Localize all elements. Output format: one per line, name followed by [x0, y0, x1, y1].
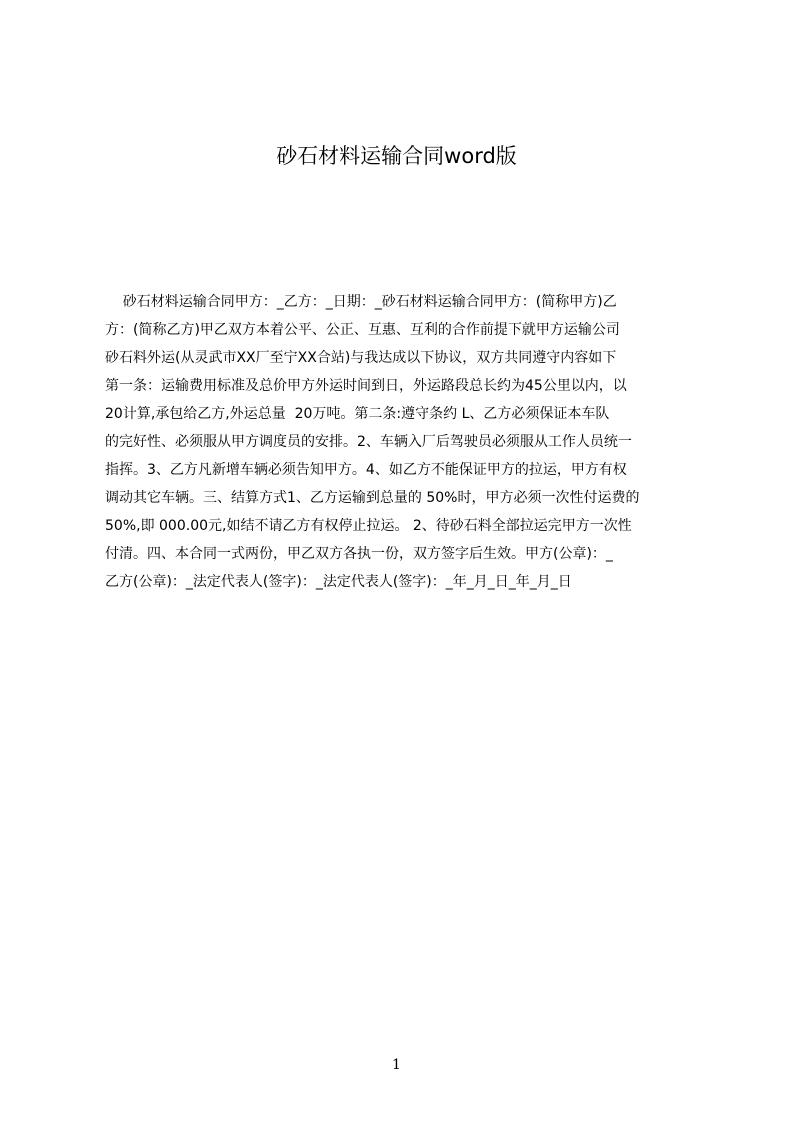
body-line: 乙方(公章)：_法定代表人(签字)：_法定代表人(签字)：_年_月_日_年_月_日 — [105, 574, 572, 590]
body-line: 方：(简称乙方)甲乙双方本着公平、公正、互惠、互利的合作前提下就甲方运输公司 — [105, 322, 620, 338]
body-line: 第一条：运输费用标准及总价甲方外运时间到日，外运路段总长约为45公里以内，以 — [105, 378, 627, 394]
contract-body — [105, 288, 720, 596]
body-line: 20计算,承包给乙方,外运总量 20万吨。第二条:遵守条约 L、乙方必须保证本车队 — [105, 406, 610, 422]
body-line: 调动其它车辆。三、结算方式1、乙方运输到总量的 50%时，甲方必须一次性付运费的 — [105, 490, 640, 506]
body-line: 砂石料外运(从灵武市XX厂至宁XX合站)与我达成以下协议，双方共同遵守内容如下 — [105, 350, 617, 366]
body-line: 付清。四、本合同一式两份，甲乙双方各执一份，双方签字后生效。甲方(公章)：_ — [105, 546, 613, 562]
body-line: 砂石材料运输合同甲方：_乙方：_日期：_砂石材料运输合同甲方：(简称甲方)乙 — [105, 294, 617, 310]
document-title: 砂石材料运输合同word版 — [276, 144, 517, 168]
body-line: 的完好性、必须服从甲方调度员的安排。2、车辆入厂后驾驶员必须服从工作人员统一 — [105, 434, 632, 450]
page-number: 1 — [392, 1057, 401, 1073]
body-line: 50%,即 000.00元,如结不请乙方有权停止拉运。 2、待砂石料全部拉运完甲方一次性 — [105, 518, 632, 534]
body-line: 指挥。3、乙方凡新增车辆必须告知甲方。4、如乙方不能保证甲方的拉运，甲方有权 — [105, 462, 627, 478]
